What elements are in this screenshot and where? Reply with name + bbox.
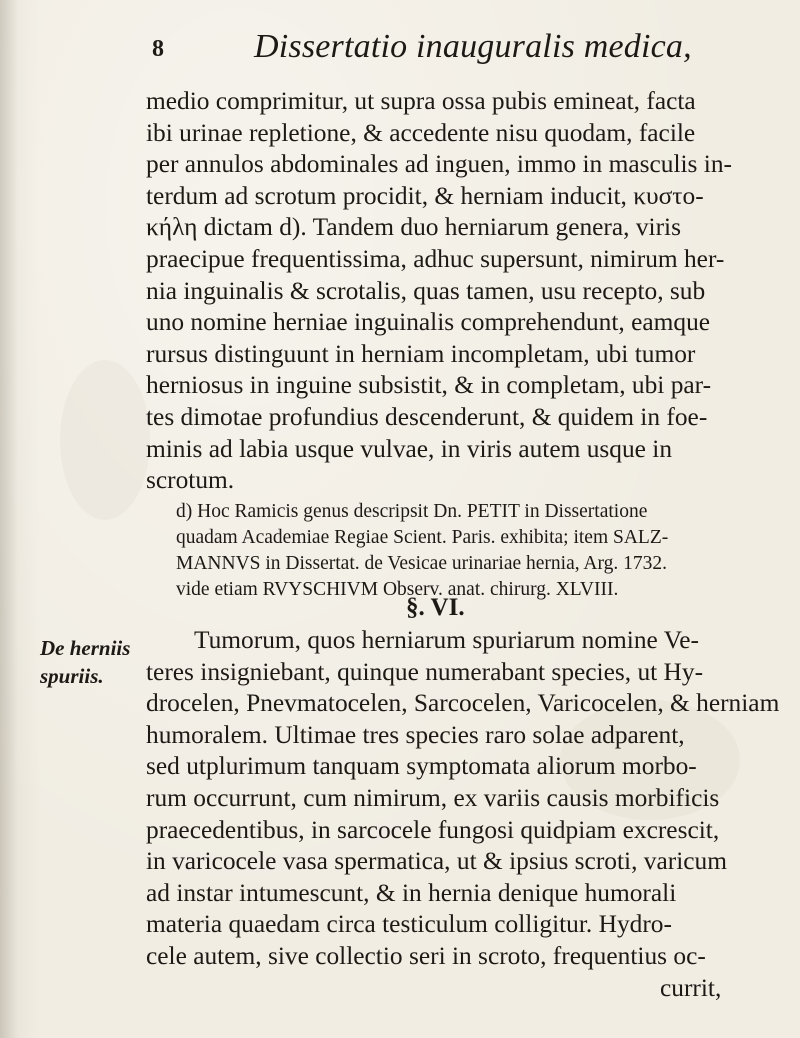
footnote <box>176 499 796 603</box>
section-paragraph <box>146 625 796 1004</box>
text-line: materia quaedam circa testiculum colligitur. Hydro- <box>146 910 672 939</box>
main-paragraph <box>146 86 796 497</box>
text-line: terdum ad scrotum procidit, & herniam inducit, κυστο- <box>146 181 704 210</box>
page-number: 8 <box>152 36 164 62</box>
text-line: currit, <box>660 973 722 1002</box>
running-title: Dissertatio inauguralis medica, <box>254 28 692 65</box>
text-line: in varicocele vasa spermatica, ut & ipsius scroti, varicum <box>146 847 727 876</box>
text-line: praecipue frequentissima, adhuc supersunt, nimirum her- <box>146 244 725 273</box>
text-line: teres insigniebant, quinque numerabant species, ut Hy- <box>146 657 704 686</box>
footnote-line: vide etiam RVYSCHIVM Observ. anat. chirurg. XLVIII. <box>176 579 619 600</box>
section-heading: §. VI. <box>406 594 465 621</box>
text-line: ibi urinae repletione, & accedente nisu quodam, facile <box>146 118 696 147</box>
footnote-line: MANNVS in Dissertat. de Vesicae urinariae hernia, Arg. 1732. <box>176 553 668 574</box>
text-line: per annulos abdominales ad inguen, immo in masculis in- <box>146 150 732 179</box>
page-edge-shadow <box>0 0 18 1038</box>
text-line: praecedentibus, in sarcocele fungosi quidpiam excrescit, <box>146 815 720 844</box>
running-head <box>152 28 692 68</box>
footnote-line: d) Hoc Ramicis genus descripsit Dn. PETIT in Dissertatione <box>176 501 648 522</box>
text-line: rum occurrunt, cum nimirum, ex variis causis morbificis <box>146 783 720 812</box>
text-line: medio comprimitur, ut supra ossa pubis emineat, facta <box>146 87 696 115</box>
text-line: minis ad labia usque vulvae, in viris autem usque in <box>146 434 673 463</box>
paper-stain <box>60 360 150 520</box>
text-line: herniosus in inguine subsistit, & in completam, ubi par- <box>146 371 712 400</box>
text-line: scrotum. <box>146 466 235 495</box>
text-line: ad instar intumescunt, & in hernia denique humorali <box>146 878 677 907</box>
text-line: drocelen, Pnevmatocelen, Sarcocelen, Varicocelen, & herniam <box>146 689 780 718</box>
text-line: tes dimotae profundius descenderunt, & quidem in foe- <box>146 402 708 431</box>
text-line: humoralem. Ultimae tres species raro solae adparent, <box>146 720 685 749</box>
text-line: rursus distinguunt in herniam incompletam, ubi tumor <box>146 339 696 368</box>
text-line: κήλη dictam d). Tandem duo herniarum genera, viris <box>146 213 681 242</box>
text-line: uno nomine herniae inguinalis comprehendunt, eamque <box>146 308 711 337</box>
text-line: sed utplurimum tanquam symptomata aliorum morbo- <box>146 752 697 781</box>
text-line: Tumorum, quos herniarum spuriarum nomine Ve- <box>194 626 699 654</box>
margin-note-line: spuriis. <box>40 664 104 688</box>
footnote-line: quadam Academiae Regiae Scient. Paris. exhibita; item SALZ- <box>176 527 669 548</box>
margin-note <box>40 634 140 690</box>
margin-note-line: De herniis <box>40 636 131 660</box>
text-line: nia inguinalis & scrotalis, quas tamen, usu recepto, sub <box>146 276 706 305</box>
text-line: cele autem, sive collectio seri in scroto, frequentius oc- <box>146 941 706 970</box>
